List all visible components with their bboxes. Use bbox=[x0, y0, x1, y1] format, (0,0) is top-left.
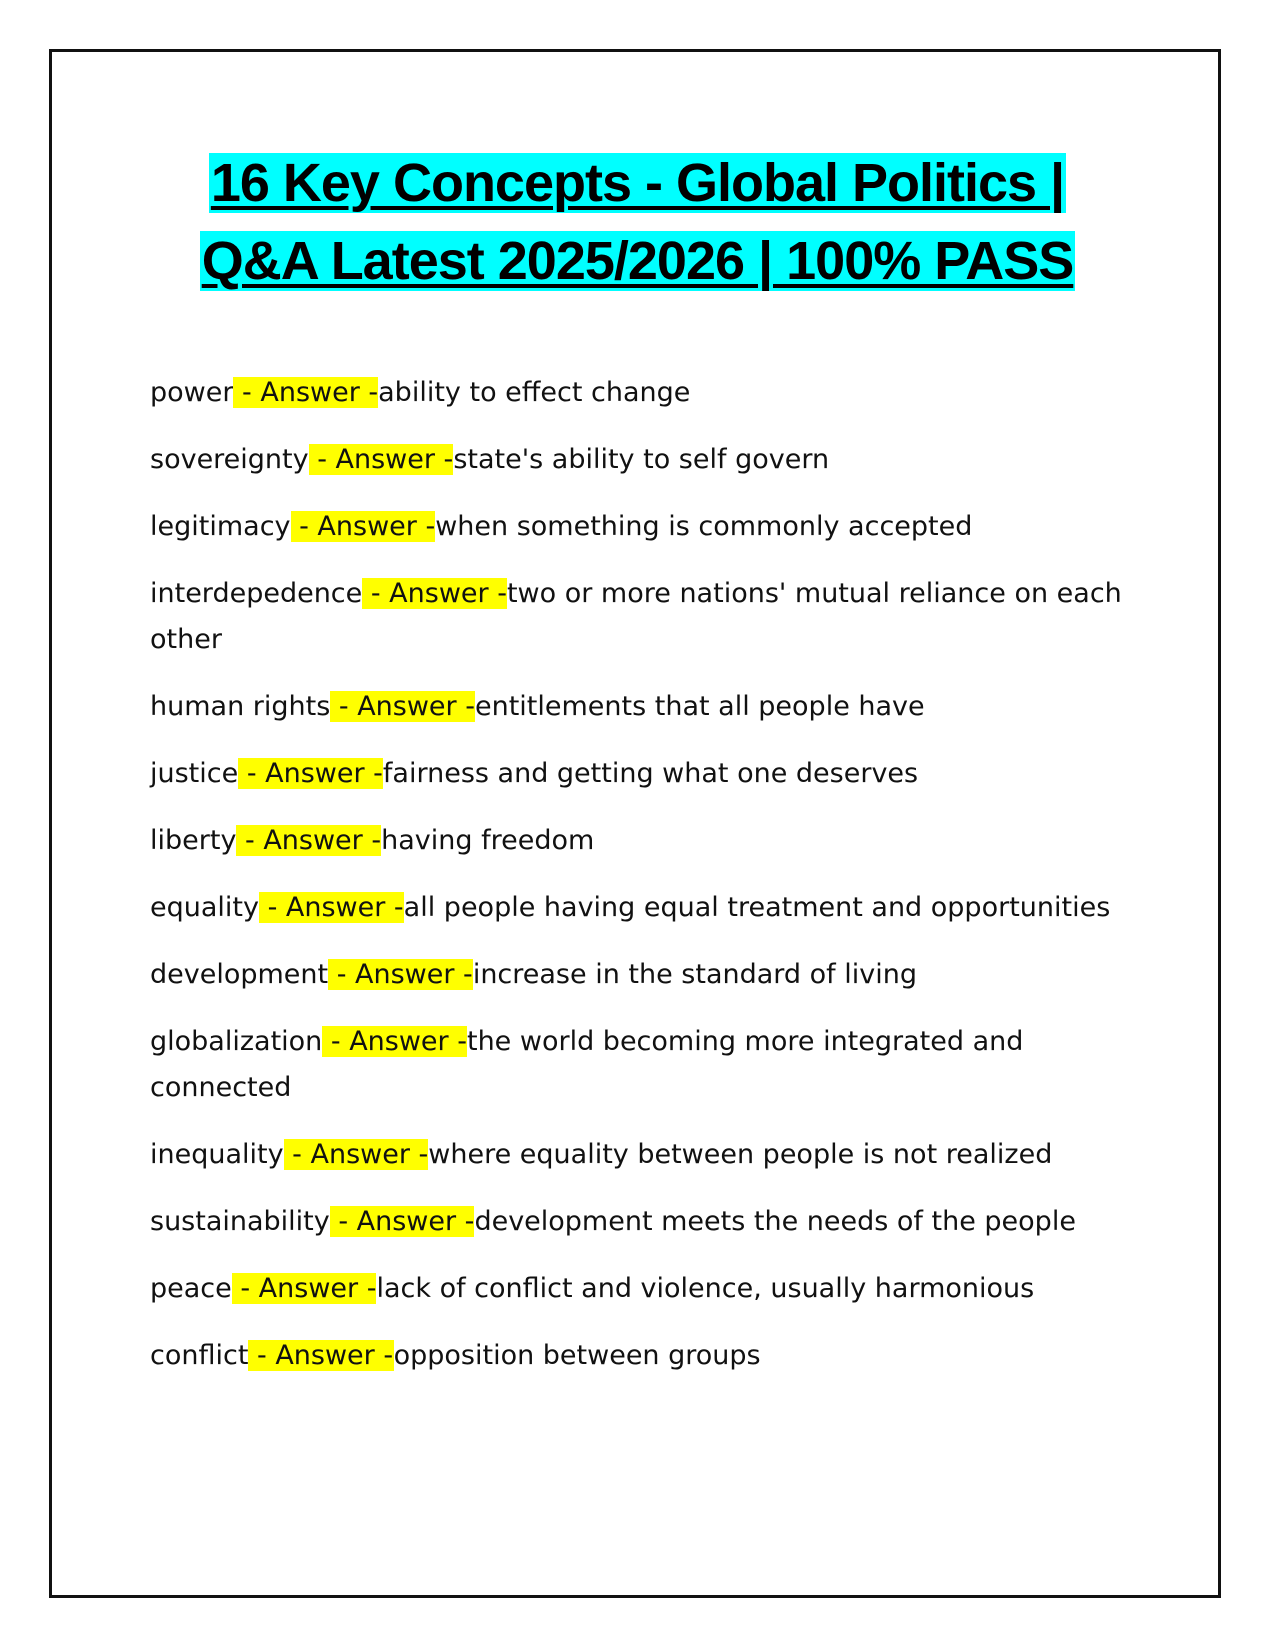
title-line-2: Q&A Latest 2025/2026 | 100% PASS bbox=[201, 231, 1074, 291]
answer-separator: - Answer - bbox=[322, 1026, 467, 1057]
term: justice bbox=[150, 758, 239, 789]
qa-item-inequality bbox=[150, 1132, 1140, 1178]
answer-separator: - Answer - bbox=[290, 511, 436, 542]
definition: entitlements that all people have bbox=[474, 691, 925, 722]
answer-separator: - Answer - bbox=[328, 959, 473, 990]
term: liberty bbox=[150, 825, 237, 856]
answer-separator: - Answer - bbox=[248, 1340, 394, 1371]
qa-item-human-rights bbox=[150, 684, 1140, 730]
qa-item-peace bbox=[150, 1266, 1140, 1312]
qa-item-sovereignty bbox=[150, 437, 1140, 483]
definition: ability to effect change bbox=[378, 377, 691, 408]
qa-item-interdepedence bbox=[150, 571, 1140, 663]
answer-separator: - Answer - bbox=[308, 444, 454, 475]
qa-item-conflict bbox=[150, 1333, 1140, 1379]
term: sovereignty bbox=[150, 444, 309, 475]
definition: all people having equal treatment and opportunities bbox=[403, 892, 1111, 923]
definition: having freedom bbox=[381, 825, 595, 856]
term: power bbox=[150, 377, 234, 408]
definition: increase in the standard of living bbox=[472, 959, 917, 990]
term: legitimacy bbox=[150, 511, 291, 542]
answer-separator: - Answer - bbox=[283, 1139, 429, 1170]
term: globalization bbox=[150, 1026, 323, 1057]
qa-item-legitimacy bbox=[150, 504, 1140, 550]
term: inequality bbox=[150, 1139, 284, 1170]
term: conflict bbox=[150, 1340, 249, 1371]
definition: the world becoming more integrated and connected bbox=[150, 1026, 1024, 1103]
definition: lack of conflict and violence, usually harmonious bbox=[376, 1273, 1035, 1304]
definition: opposition between groups bbox=[393, 1340, 761, 1371]
answer-separator: - Answer - bbox=[233, 377, 379, 408]
term: human rights bbox=[150, 691, 331, 722]
page-title bbox=[0, 144, 1275, 300]
qa-item-justice bbox=[150, 751, 1140, 797]
qa-item-sustainability bbox=[150, 1199, 1140, 1245]
definition: two or more nations' mutual reliance on each other bbox=[150, 578, 1122, 655]
term: peace bbox=[150, 1273, 232, 1304]
answer-separator: - Answer - bbox=[362, 578, 507, 609]
answer-separator: - Answer - bbox=[258, 892, 404, 923]
definition: development meets the needs of the people bbox=[474, 1206, 1076, 1237]
term: sustainability bbox=[150, 1206, 330, 1237]
term: development bbox=[150, 959, 329, 990]
answer-separator: - Answer - bbox=[238, 758, 383, 789]
answer-separator: - Answer - bbox=[231, 1273, 377, 1304]
term: interdepedence bbox=[150, 578, 363, 609]
definition: fairness and getting what one deserves bbox=[382, 758, 919, 789]
qa-item-development bbox=[150, 952, 1140, 998]
qa-item-liberty bbox=[150, 818, 1140, 864]
qa-item-power bbox=[150, 370, 1140, 416]
definition: where equality between people is not realized bbox=[428, 1139, 1053, 1170]
term: equality bbox=[150, 892, 259, 923]
answer-separator: - Answer - bbox=[330, 691, 475, 722]
answer-separator: - Answer - bbox=[236, 825, 382, 856]
answer-separator: - Answer - bbox=[329, 1206, 475, 1237]
qa-item-globalization bbox=[150, 1019, 1140, 1111]
definition: when something is commonly accepted bbox=[435, 511, 973, 542]
qa-item-equality bbox=[150, 885, 1140, 931]
definition: state's ability to self govern bbox=[453, 444, 830, 475]
qa-list bbox=[150, 370, 1140, 1400]
title-line-1: 16 Key Concepts - Global Politics | bbox=[210, 153, 1065, 213]
